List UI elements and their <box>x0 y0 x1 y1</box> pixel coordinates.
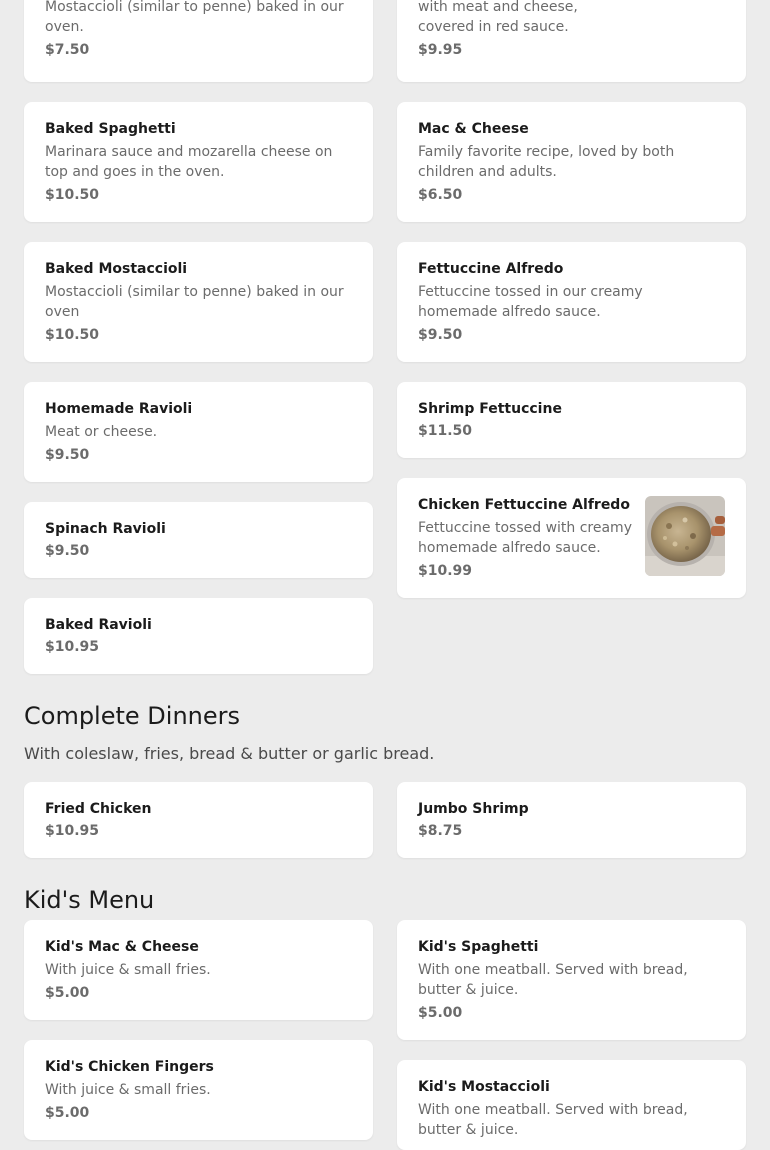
menu-item-card[interactable] <box>397 0 746 82</box>
menu-item-price: $10.95 <box>45 639 100 655</box>
menu-item-price: $10.50 <box>45 187 100 203</box>
menu-item-price: $7.50 <box>45 42 90 58</box>
menu-item-card[interactable] <box>397 478 746 598</box>
menu-item-card[interactable] <box>24 382 373 482</box>
menu-item-description: Mostaccioli (similar to penne) baked in our oven. <box>45 0 344 35</box>
section-title: Complete Dinners <box>24 702 240 730</box>
menu-item-description: Fettuccine tossed with creamy homemade alfredo sauce. <box>418 520 632 556</box>
menu-item-name: Baked Spaghetti <box>45 121 176 137</box>
menu-item-price: $6.50 <box>418 187 463 203</box>
menu-item-name: Homemade Ravioli <box>45 401 193 417</box>
menu-item-description: With one meatball. Served with bread, butter & juice. <box>418 962 688 998</box>
menu-item-description: With one meatball. Served with bread, butter & juice. <box>418 1102 688 1138</box>
menu-item-price: $9.95 <box>418 42 463 58</box>
menu-item-card[interactable] <box>24 242 373 362</box>
menu-item-name: Baked Ravioli <box>45 617 152 633</box>
menu-item-card[interactable] <box>24 502 373 578</box>
menu-item-name: Chicken Fettuccine Alfredo <box>418 497 630 513</box>
menu-item-card[interactable] <box>24 782 373 858</box>
menu-item-name: Jumbo Shrimp <box>418 801 529 817</box>
menu-item-description: With juice & small fries. <box>45 1082 211 1098</box>
menu-item-card[interactable] <box>24 0 373 82</box>
menu-item-card[interactable] <box>24 102 373 222</box>
menu-item-description: Mostaccioli (similar to penne) baked in our oven <box>45 284 344 320</box>
menu-item-description: Family favorite recipe, loved by both children and adults. <box>418 144 675 180</box>
menu-item-description: Marinara sauce and mozarella cheese on top and goes in the oven. <box>45 144 333 180</box>
menu-item-card[interactable] <box>397 102 746 222</box>
menu-item-card[interactable] <box>397 382 746 458</box>
menu-item-price: $10.99 <box>418 563 473 579</box>
menu-item-price: $8.75 <box>418 823 463 839</box>
menu-item-name: Kid's Chicken Fingers <box>45 1059 214 1075</box>
menu-item-price: $9.50 <box>45 543 90 559</box>
menu-item-card[interactable] <box>397 782 746 858</box>
menu-item-card[interactable] <box>24 1040 373 1140</box>
menu-item-description: With juice & small fries. <box>45 962 211 978</box>
menu-item-name: Baked Mostaccioli <box>45 261 188 277</box>
menu-item-card[interactable] <box>397 1060 746 1150</box>
menu-item-card[interactable] <box>397 242 746 362</box>
menu-item-price: $11.50 <box>418 423 473 439</box>
menu-item-card[interactable] <box>24 598 373 674</box>
menu-item-price: $10.95 <box>45 823 100 839</box>
menu-item-description: Meat or cheese. <box>45 424 158 440</box>
chicken-fettuccine-photo[interactable] <box>645 496 725 576</box>
menu-item-name: Kid's Mostaccioli <box>418 1079 550 1095</box>
menu-item-description: Fettuccine tossed in our creamy homemade alfredo sauce. <box>418 284 643 320</box>
menu-item-price: $5.00 <box>45 1105 90 1121</box>
menu-item-description: with meat and cheese, covered in red sauce. <box>418 0 578 35</box>
section-subtitle: With coleslaw, fries, bread & butter or garlic bread. <box>24 744 435 763</box>
section-title: Kid's Menu <box>24 886 155 914</box>
menu-item-price: $9.50 <box>418 327 463 343</box>
menu-item-name: Kid's Mac & Cheese <box>45 939 199 955</box>
menu-item-name: Fried Chicken <box>45 801 152 817</box>
menu-item-price: $10.50 <box>45 327 100 343</box>
menu-item-name: Fettuccine Alfredo <box>418 261 564 277</box>
menu-item-name: Shrimp Fettuccine <box>418 401 562 417</box>
menu-item-card[interactable] <box>397 920 746 1040</box>
menu-item-price: $9.50 <box>45 447 90 463</box>
menu-item-price: $5.00 <box>418 1005 463 1021</box>
menu-item-name: Mac & Cheese <box>418 121 529 137</box>
menu-item-name: Kid's Spaghetti <box>418 939 539 955</box>
menu-item-price: $5.00 <box>45 985 90 1001</box>
menu-item-card[interactable] <box>24 920 373 1020</box>
menu-item-name: Spinach Ravioli <box>45 521 166 537</box>
